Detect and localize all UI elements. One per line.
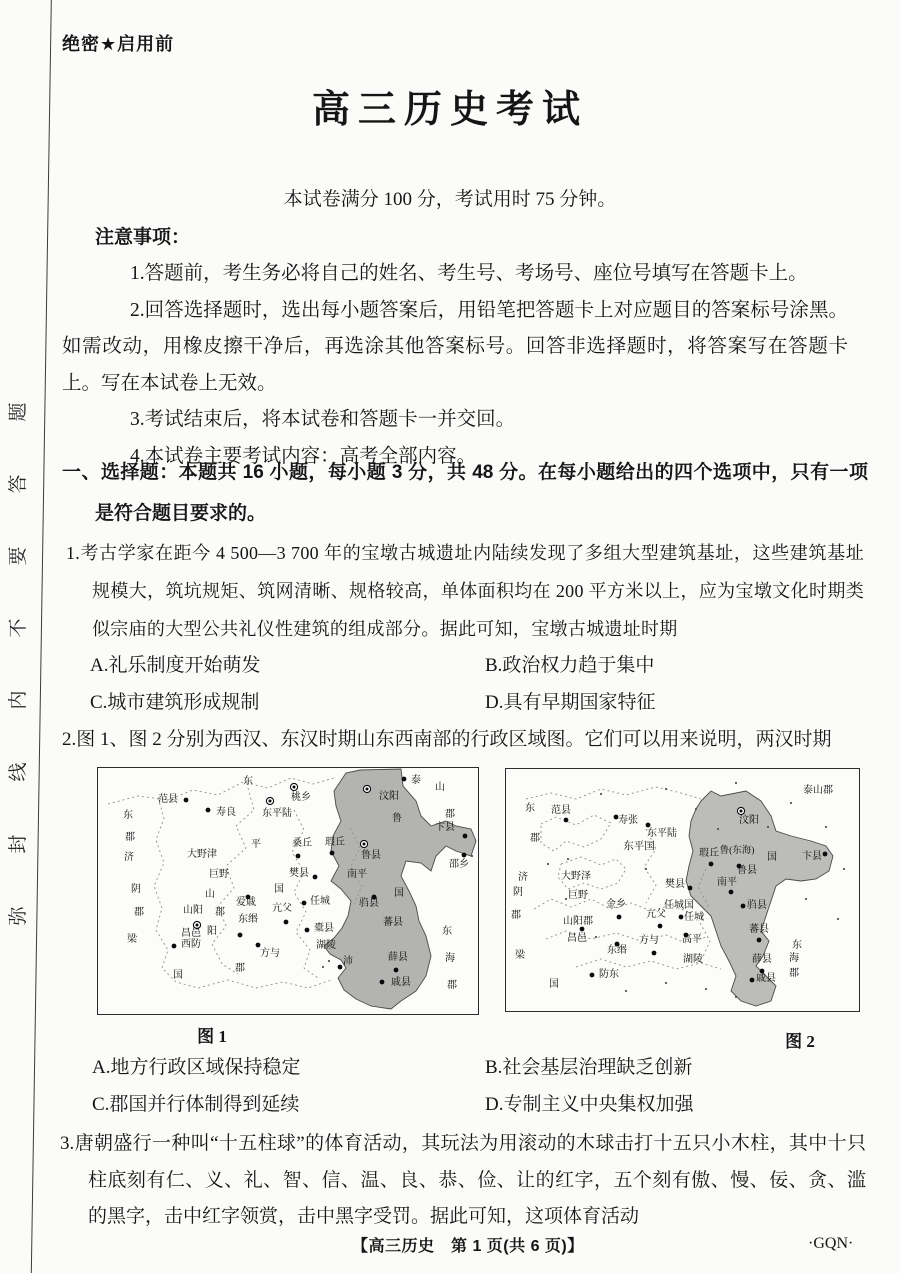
svg-text:东: 东: [123, 810, 133, 821]
svg-text:戚县: 戚县: [391, 977, 411, 988]
notices-heading: 注意事项：: [95, 227, 191, 248]
map-figure-2: [505, 768, 860, 1012]
svg-text:鲁县: 鲁县: [361, 850, 381, 861]
svg-text:郡: 郡: [235, 963, 245, 974]
svg-text:卞县: 卞县: [435, 822, 455, 833]
svg-text:郡: 郡: [134, 907, 144, 918]
svg-text:蕃县: 蕃县: [383, 917, 403, 928]
svg-text:蕃县: 蕃县: [749, 924, 769, 935]
svg-text:南平: 南平: [717, 877, 737, 888]
q2-option-b: B.社会基层治理缺乏创新: [485, 1057, 693, 1078]
svg-text:阴: 阴: [131, 884, 141, 895]
svg-text:西防: 西防: [181, 939, 201, 950]
svg-text:郡: 郡: [789, 968, 799, 979]
seal-char: 题: [8, 402, 29, 422]
svg-text:梁: 梁: [515, 950, 525, 961]
q1-option-d: D.具有早期国家特征: [485, 692, 656, 713]
svg-text:山阳郡: 山阳郡: [563, 916, 593, 927]
classification-label: 绝密★启用前: [62, 34, 175, 54]
svg-text:昌邑: 昌邑: [567, 933, 587, 944]
question-1-text: 1.考古学家在距今 4 500—3 700 年的宝墩古城遗址内陆续发现了多组大型建筑基址，这些建筑基址规模大，筑坑规矩、筑网清晰、规格较高，单体面积均在 200 平方米以上，应为宝墩文化时期类似宗庙的大型公共礼仪性建筑的组成部分。据此可知，宝墩古城遗址时期: [66, 543, 864, 639]
svg-text:寿张: 寿张: [618, 815, 638, 826]
svg-text:东: 东: [792, 940, 802, 951]
svg-text:薛县: 薛县: [388, 952, 408, 963]
svg-text:鲁县: 鲁县: [737, 865, 757, 876]
svg-text:任城国: 任城国: [664, 900, 694, 911]
svg-text:泰山郡: 泰山郡: [803, 785, 833, 796]
footer-page-label: 【高三历史 第 1 页(共 6 页)】: [352, 1238, 584, 1255]
notices-block: [62, 222, 848, 476]
svg-text:方与: 方与: [639, 935, 659, 946]
notice-item-2: 2.回答选择题时，选出每小题答案后，用铅笔把答题卡上对应题目的答案标号涂黑。如需改动，用橡皮擦干净后，再选涂其他答案标号。回答非选择题时，将答案写在答题卡上。写在本试卷上无效。: [62, 299, 848, 394]
svg-text:东缗: 东缗: [238, 914, 258, 925]
seal-char: 封: [8, 834, 29, 854]
footer-exam-code: ·GQN·: [808, 1235, 854, 1252]
svg-text:海: 海: [789, 953, 799, 964]
svg-text:山: 山: [205, 889, 215, 900]
section-1-heading: 一、选择题：本题共 16 小题，每小题 3 分，共 48 分。在每小题给出的四个选项中，只有一项是符合题目要求的。: [62, 462, 868, 524]
svg-text:国: 国: [173, 970, 183, 981]
question-3-text: 3.唐朝盛行一种叫“十五柱球”的体育活动，其玩法为用滚动的木球击打十五只小木柱，其中十只柱底刻有仁、义、礼、智、信、温、良、恭、俭、让的红字，五个刻有傲、慢、佞、贪、滥的黑字，击中红字领赏，击中黑字受罚。据此可知，这项体育活动: [60, 1133, 866, 1228]
svg-text:汶阳: 汶阳: [379, 791, 399, 802]
svg-text:橐县: 橐县: [314, 923, 334, 934]
svg-text:桃乡: 桃乡: [291, 792, 311, 803]
seal-char: 弥: [8, 906, 29, 926]
svg-text:东缗: 东缗: [607, 945, 627, 956]
svg-text:大野泽: 大野泽: [561, 871, 591, 882]
seal-char: 不: [8, 618, 29, 638]
svg-text:亢父: 亢父: [646, 909, 666, 920]
svg-text:东: 东: [243, 776, 253, 787]
svg-text:郡: 郡: [445, 809, 455, 820]
svg-text:驺县: 驺县: [747, 900, 767, 911]
svg-text:金乡: 金乡: [606, 899, 626, 910]
svg-text:驺县: 驺县: [359, 898, 379, 909]
svg-text:沛: 沛: [343, 956, 353, 967]
svg-text:郡: 郡: [530, 833, 540, 844]
svg-text:泰: 泰: [411, 775, 421, 786]
svg-text:郡: 郡: [125, 832, 135, 843]
q1-option-a: A.礼乐制度开始萌发: [90, 655, 261, 676]
svg-text:平: 平: [251, 839, 261, 850]
svg-text:大野津: 大野津: [187, 849, 217, 860]
svg-text:鲁: 鲁: [392, 813, 402, 824]
seal-char: 内: [8, 690, 29, 710]
svg-text:郡: 郡: [215, 907, 225, 918]
svg-text:东平国: 东平国: [623, 841, 655, 852]
svg-text:东平陆: 东平陆: [647, 828, 677, 839]
svg-text:梁: 梁: [127, 934, 137, 945]
q2-option-a: A.地方行政区域保持稳定: [92, 1057, 301, 1078]
svg-text:国: 国: [394, 888, 404, 899]
seal-char: 要: [8, 546, 29, 566]
svg-text:国: 国: [767, 852, 777, 863]
svg-text:任城: 任城: [310, 896, 330, 907]
svg-text:瑕丘: 瑕丘: [699, 848, 719, 859]
notice-item-4: 4.本试卷主要考试内容：高考全部内容。: [130, 445, 477, 467]
svg-text:国: 国: [274, 884, 284, 895]
q2-option-c: C.郡国并行体制得到延续: [92, 1094, 300, 1115]
figure-2-caption: 图 2: [785, 1032, 815, 1051]
svg-text:高平: 高平: [682, 934, 702, 945]
svg-text:海: 海: [445, 953, 455, 964]
svg-text:阳: 阳: [207, 926, 217, 937]
exam-subtitle: 本试卷满分 100 分，考试用时 75 分钟。: [283, 189, 617, 210]
svg-text:湖陵: 湖陵: [316, 940, 336, 951]
notice-item-3: 3.考试结束后，将本试卷和答题卡一并交回。: [130, 409, 516, 431]
svg-text:亢父: 亢父: [272, 903, 292, 914]
svg-text:樊县: 樊县: [289, 868, 309, 879]
svg-text:南平: 南平: [347, 869, 367, 880]
svg-text:樊县: 樊县: [665, 879, 685, 890]
q1-option-b: B.政治权力趋于集中: [485, 655, 655, 676]
svg-text:郡: 郡: [447, 980, 457, 991]
map-figure-1: [97, 767, 479, 1015]
page-title: 高三历史考试: [311, 89, 588, 131]
svg-text:鲁(东海): 鲁(东海): [719, 846, 755, 856]
svg-text:薛县: 薛县: [752, 954, 772, 965]
svg-text:湖陵: 湖陵: [683, 954, 703, 965]
svg-text:卞县: 卞县: [802, 851, 822, 862]
svg-text:山: 山: [435, 782, 445, 793]
svg-text:防东: 防东: [599, 969, 619, 980]
svg-text:东: 东: [525, 803, 535, 814]
question-2-text: 2.图 1、图 2 分别为西汉、东汉时期山东西南部的行政区域图。它们可以用来说明，两汉时期: [62, 729, 832, 750]
svg-text:国: 国: [549, 979, 559, 990]
svg-text:山阳: 山阳: [183, 905, 203, 916]
svg-text:郡: 郡: [511, 910, 521, 921]
q1-option-c: C.城市建筑形成规制: [90, 692, 260, 713]
svg-text:巨野: 巨野: [568, 890, 588, 901]
svg-text:方与: 方与: [260, 948, 280, 959]
svg-text:汶阳: 汶阳: [739, 815, 759, 826]
svg-text:桑丘: 桑丘: [292, 838, 312, 849]
svg-text:邵乡: 邵乡: [449, 859, 469, 870]
svg-text:戚县: 戚县: [756, 973, 776, 984]
svg-text:寿良: 寿良: [216, 807, 236, 818]
svg-text:济: 济: [518, 872, 528, 883]
svg-text:任城: 任城: [684, 912, 704, 923]
svg-text:东: 东: [442, 926, 452, 937]
svg-text:巨野: 巨野: [209, 869, 229, 880]
svg-text:范县: 范县: [551, 805, 571, 816]
svg-text:阴: 阴: [513, 887, 523, 898]
svg-text:昌邑: 昌邑: [181, 928, 201, 939]
svg-text:范县: 范县: [158, 794, 178, 805]
figure-1-caption: 图 1: [197, 1027, 227, 1046]
svg-text:东平陆: 东平陆: [262, 808, 292, 819]
q2-option-d: D.专制主义中央集权加强: [485, 1094, 694, 1115]
notice-item-1: 1.答题前，考生务必将自己的姓名、考生号、考场号、座位号填写在答题卡上。: [130, 263, 808, 284]
svg-text:爱戚: 爱戚: [236, 897, 256, 908]
svg-text:济: 济: [124, 852, 134, 863]
seal-char: 线: [8, 762, 29, 782]
seal-char: 答: [8, 474, 29, 494]
svg-text:瑕丘: 瑕丘: [325, 837, 345, 848]
